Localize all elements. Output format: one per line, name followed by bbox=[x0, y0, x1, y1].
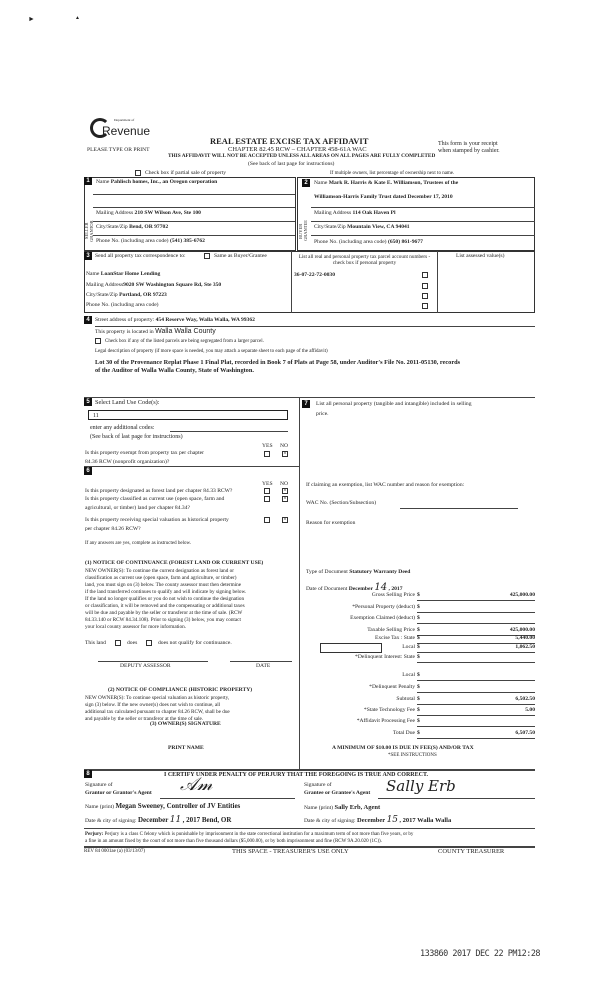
notice-line: NEW OWNER(S): To continue special valuation as historic property, bbox=[85, 695, 230, 701]
logo-name: Revenue bbox=[102, 124, 151, 138]
seller-city: City/State/Zip Bend, OR 97702 bbox=[96, 224, 169, 230]
does-label: does bbox=[127, 640, 138, 646]
buyer-phone: Phone No. (including area code) (650) 861-9677 bbox=[314, 239, 423, 245]
tax-corr-mailing: Mailing Address9020 SW Washington Square Rd, Ste 350 bbox=[86, 282, 222, 288]
minimum-note: A MINIMUM OF $10.00 IS DUE IN FEE(S) AND/OR TAX bbox=[332, 745, 474, 751]
forest-question: Is this property designated as forest land per chapter 84.33 RCW? bbox=[85, 488, 233, 494]
current-use-question: Is this property classified as current use (open space, farm and bbox=[85, 496, 225, 502]
tax-row bbox=[300, 719, 535, 727]
tax-row-label: Subtotal bbox=[396, 696, 415, 702]
personal-property-label: List all personal property (tangible and intangible) included in selling bbox=[316, 401, 472, 407]
date-label: DATE bbox=[256, 663, 271, 669]
tax-row bbox=[300, 731, 535, 739]
personal-property-label-2: price. bbox=[316, 411, 329, 417]
current-use-yes-checkbox[interactable] bbox=[264, 496, 270, 502]
notice-line: land, you must sign on (3) below. The county assessor must then determine bbox=[85, 582, 242, 588]
does-not-label: does not qualify for continuance. bbox=[158, 640, 232, 646]
section-number: 3 bbox=[84, 252, 92, 260]
currency-symbol: $ bbox=[417, 696, 420, 702]
tax-row bbox=[300, 605, 535, 613]
deputy-assessor-label: DEPUTY ASSESSOR bbox=[120, 663, 171, 669]
tax-row-label: *Affidavit Processing Fee bbox=[356, 718, 415, 724]
tax-row bbox=[300, 655, 535, 663]
grantee-signature: Sally Erb bbox=[386, 777, 456, 795]
see-back: (See back of last page for instructions) bbox=[248, 161, 335, 167]
forest-no-checkbox[interactable]: × bbox=[283, 488, 287, 494]
does-not-qualify-checkbox[interactable] bbox=[146, 640, 152, 646]
notice-line: classification as current use (open space, farm and agriculture, or timber) bbox=[85, 575, 237, 581]
grantee-sig-label: Signature of bbox=[304, 782, 332, 788]
exempt-yes-checkbox[interactable] bbox=[264, 451, 270, 457]
notice-line: your local county assessor for more information. bbox=[85, 624, 186, 630]
parcel-number: 36-07-22-72-0030 bbox=[294, 272, 336, 278]
assessed-header: List assessed value(s) bbox=[456, 253, 505, 259]
currency-symbol: $ bbox=[417, 635, 420, 641]
tax-row-value: 1,062.50 bbox=[515, 644, 535, 650]
land-use-code-input[interactable]: 11 bbox=[88, 410, 288, 420]
personal-property-checkbox[interactable] bbox=[422, 303, 428, 309]
seller-mailing: Mailing Address 210 SW Wilson Ave, Ste 100 bbox=[96, 210, 201, 216]
street-address: Street address of property: 454 Reserve Way, Walla Walla, WA 99362 bbox=[95, 317, 255, 323]
yes-header: YES bbox=[262, 481, 273, 487]
additional-codes-input[interactable] bbox=[170, 431, 288, 432]
dor-logo bbox=[90, 116, 152, 146]
form-title: REAL ESTATE EXCISE TAX AFFIDAVIT bbox=[210, 136, 369, 146]
buyer-name: Name Mark R. Harris & Kate E. Williamson, Trustees of the bbox=[314, 180, 459, 186]
forest-yes-checkbox[interactable] bbox=[264, 488, 270, 494]
notice-continuance-title: (1) NOTICE OF CONTINUANCE (FOREST LAND OR CURRENT USE) bbox=[85, 560, 264, 566]
section-number: 6 bbox=[84, 467, 92, 475]
treasurer-space-label: THIS SPACE - TREASURER'S USE ONLY bbox=[232, 848, 349, 855]
wac-label: WAC No. (Section/Subsection) bbox=[306, 500, 377, 506]
multiple-owners-note: If multiple owners, list percentage of ownership next to name. bbox=[330, 171, 455, 176]
buyer-side-label: BUYER GRANTEE bbox=[298, 220, 308, 242]
tax-row-label: *Delinquent Interest: State bbox=[355, 654, 415, 660]
please-type: PLEASE TYPE OR PRINT bbox=[87, 147, 150, 153]
wac-input[interactable] bbox=[400, 508, 518, 509]
tax-row-value: 425,000.00 bbox=[509, 592, 535, 598]
currency-symbol: $ bbox=[417, 672, 420, 678]
currency-symbol: $ bbox=[417, 654, 420, 660]
segregated-label: Check box if any of the listed parcels are being segregated from a larger parcel. bbox=[105, 339, 264, 344]
currency-symbol: $ bbox=[417, 718, 420, 724]
does-qualify-checkbox[interactable] bbox=[115, 640, 121, 646]
legal-description-2: of the Auditor of Walla Walla County, State of Washington. bbox=[95, 367, 254, 374]
grantee-date: Date & city of signing: December 15 , 2017 Walla Walla bbox=[304, 815, 452, 825]
tax-row-label: Exemption Claimed (deduct) bbox=[350, 615, 415, 621]
personal-property-checkbox[interactable] bbox=[422, 283, 428, 289]
notice-line: if the land transferred continues to qualify and will indicate by signing below. bbox=[85, 589, 247, 595]
tax-row-label: *Personal Property (deduct) bbox=[352, 604, 415, 610]
exempt-no-checkbox[interactable]: × bbox=[283, 451, 287, 457]
land-use-label: Select Land Use Code(s): bbox=[95, 399, 160, 406]
tax-row-label: Gross Selling Price bbox=[371, 592, 415, 598]
exempt-question: Is this property exempt from property tax per chapter bbox=[85, 450, 204, 456]
currency-symbol: $ bbox=[417, 707, 420, 713]
yes-header: YES bbox=[262, 443, 273, 449]
notice-compliance-title: (2) NOTICE OF COMPLIANCE (HISTORIC PROPERTY) bbox=[108, 687, 253, 693]
no-header: NO bbox=[280, 481, 289, 487]
local-code-box[interactable] bbox=[320, 643, 382, 653]
currency-symbol: $ bbox=[417, 627, 420, 633]
tax-corr-city: City/State/Zip Portland, OR 97223 bbox=[86, 292, 167, 298]
personal-property-checkbox[interactable] bbox=[422, 272, 428, 278]
current-use-question-2: agricultural, or timber) land per chapter 84.34? bbox=[85, 505, 190, 511]
same-as-buyer-checkbox[interactable] bbox=[204, 253, 210, 259]
segregated-checkbox[interactable] bbox=[95, 338, 101, 344]
chapter: CHAPTER 82.45 RCW – CHAPTER 458-61A WAC bbox=[228, 146, 367, 153]
tax-row-label: Total Due bbox=[392, 730, 415, 736]
no-header: NO bbox=[280, 443, 289, 449]
tax-row-label: Excise Tax : State bbox=[374, 635, 415, 641]
tax-row bbox=[300, 708, 535, 716]
grantee-sig-label-2: Grantee or Grantee's Agent bbox=[304, 790, 371, 796]
logo-dept: Department of bbox=[114, 118, 135, 122]
seller-phone: Phone No. (including area code) (541) 385-6762 bbox=[96, 238, 205, 244]
currency-symbol: $ bbox=[417, 684, 420, 690]
section-number: 1 bbox=[84, 177, 92, 185]
legal-description: Lot 30 of the Provenance Replat Phase 1 Final Plat, recorded in Book 7 of Plats at Page 58, under Auditor's File No. 2011-05130, records bbox=[95, 359, 461, 366]
form-revision: REV 84 0001ae (a) (03/13/07) bbox=[84, 849, 146, 854]
tax-row bbox=[300, 593, 535, 601]
perjury-note-2: a fine in an amount fixed by the court of not more than five thousand dollars ($5,000.00), or by both imprisonment and fine (RCW 9A.20.020 (1C)). bbox=[85, 839, 382, 844]
currency-symbol: $ bbox=[417, 615, 420, 621]
tax-row bbox=[300, 616, 535, 624]
notice-line: NEW OWNER(S): To continue the current designation as forest land or bbox=[85, 568, 234, 574]
tax-row-value: 6,502.50 bbox=[515, 696, 535, 702]
historic-question: Is this property receiving special valuation as historical property bbox=[85, 517, 229, 523]
buyer-mailing: Mailing Address 114 Oak Haven Pl bbox=[314, 210, 396, 216]
receipt-note: This form is your receipt bbox=[438, 141, 498, 147]
section-number: 4 bbox=[84, 316, 92, 324]
section-number: 5 bbox=[84, 398, 92, 406]
currency-symbol: $ bbox=[417, 604, 420, 610]
county-treasurer-label: COUNTY TREASURER bbox=[438, 848, 505, 855]
partial-sale-label: Check box if partial sale of property bbox=[145, 170, 227, 176]
tax-row bbox=[300, 685, 535, 693]
continuance-row: This land bbox=[85, 640, 106, 646]
grantor-sig-label-2: Grantor or Grantor's Agent bbox=[85, 790, 152, 796]
notice-compliance-text bbox=[85, 695, 230, 723]
historic-question-2: per chapter 84.26 RCW? bbox=[85, 526, 141, 532]
tax-row-label: Local bbox=[402, 644, 415, 650]
notice-line: will be due and payable by the seller or transferor at the time of sale. (RCW bbox=[85, 610, 243, 616]
scan-mark: ▲ bbox=[75, 16, 80, 21]
if-yes-note: If any answers are yes, complete as instructed below. bbox=[85, 541, 192, 546]
section-number: 8 bbox=[84, 770, 92, 778]
owner-signature-label: (3) OWNER(S) SIGNATURE bbox=[150, 721, 221, 727]
buyer-city: City/State/Zip Mountain View, CA 94041 bbox=[314, 224, 410, 230]
current-use-no-checkbox[interactable]: × bbox=[283, 496, 287, 502]
grantee-name: Name (print) Sally Erb, Agent bbox=[304, 804, 381, 811]
property-county: This property is located in Walla Walla County bbox=[95, 328, 216, 335]
personal-property-checkbox[interactable] bbox=[422, 293, 428, 299]
see-instructions-note: *SEE INSTRUCTIONS bbox=[388, 753, 437, 758]
seller-name: Name Pahlisch homes, Inc., an Oregon corporation bbox=[96, 179, 218, 185]
grantor-name: Name (print) Megan Sweeney, Controller of JV Entities bbox=[85, 802, 241, 810]
same-as-buyer-label: Same as Buyer/Grantee bbox=[214, 253, 267, 259]
tax-row-value: 425,000.00 bbox=[509, 627, 535, 633]
print-name-label: PRINT NAME bbox=[168, 745, 204, 751]
additional-codes-label: enter any additional codes: bbox=[90, 425, 155, 431]
document-date: Date of Document December 14 , 2017 bbox=[306, 582, 403, 593]
notice-continuance-text bbox=[85, 568, 246, 631]
tax-row-label: Taxable Selling Price bbox=[367, 627, 415, 633]
exemption-claim-label: If claiming an exemption, list WAC number and reason for exemption: bbox=[306, 482, 465, 488]
notice-line: 84.33.140 or RCW 84.34.108). Prior to signing (3) below, you may contact bbox=[85, 617, 241, 623]
tax-corr-name: Name LoanStar Home Lending bbox=[86, 271, 161, 277]
parcel-header: List all real and personal property tax parcel account numbers - check box if personal property bbox=[298, 254, 431, 267]
section-number: 7 bbox=[302, 400, 310, 408]
tax-corr-phone: Phone No. (including area code) bbox=[86, 302, 159, 308]
grantor-signature: 𝒜𝓂 bbox=[180, 774, 213, 795]
historic-yes-checkbox[interactable] bbox=[264, 517, 270, 523]
receipt-stamp: 133860 2017 DEC 22 PM12:28 bbox=[420, 949, 541, 959]
reason-label: Reason for exemption bbox=[306, 520, 356, 526]
notice-line: and payable by the seller or transferor at the time of sale. bbox=[85, 716, 204, 722]
tax-corr-label: Send all property tax correspondence to: bbox=[95, 253, 186, 259]
scan-mark: ► bbox=[28, 15, 35, 23]
tax-row-label: *State Technology Fee bbox=[363, 707, 415, 713]
tax-row-label: Local bbox=[402, 672, 415, 678]
tax-row-value: 6,507.50 bbox=[515, 730, 535, 736]
tax-row-label: *Delinquent Penalty bbox=[369, 684, 415, 690]
notice-line: additional tax calculated pursuant to chapter 84.26 RCW, shall be due bbox=[85, 709, 230, 715]
tax-row-value: 5.00 bbox=[525, 707, 535, 713]
legal-label: Legal description of property (if more space is needed, you may attach a separate sheet to each page of the affidavit) bbox=[95, 349, 328, 354]
seller-side-label: SELLER GRANTOR bbox=[84, 220, 94, 242]
notice-line: or classification, it will be removed and the compensating or additional taxes bbox=[85, 603, 245, 609]
exempt-question-2: 84.36 RCW (nonprofit organization)? bbox=[85, 459, 170, 465]
grantor-date: Date & city of signing: December 11 , 2017 Bend, OR bbox=[85, 815, 232, 825]
document-type: Type of Document Statutory Warranty Deed bbox=[306, 569, 411, 575]
tax-row bbox=[300, 697, 535, 705]
receipt-note: when stamped by cashier. bbox=[438, 148, 500, 154]
partial-sale-checkbox[interactable] bbox=[135, 170, 141, 176]
certify-statement: I CERTIFY UNDER PENALTY OF PERJURY THAT THE FOREGOING IS TRUE AND CORRECT. bbox=[164, 772, 429, 778]
tax-row bbox=[300, 673, 535, 681]
warning: THIS AFFIDAVIT WILL NOT BE ACCEPTED UNLESS ALL AREAS ON ALL PAGES ARE FULLY COMPLETED bbox=[168, 153, 436, 159]
buyer-name-2: Williamson-Harris Family Trust dated December 17, 2010 bbox=[314, 194, 453, 200]
section-number: 2 bbox=[302, 179, 310, 187]
historic-no-checkbox[interactable]: × bbox=[283, 517, 287, 523]
currency-symbol: $ bbox=[417, 644, 420, 650]
perjury-note: Perjury: Perjury is a class C felony which is punishable by imprisonment in the state correctional institution for a maximum term of not more than five years, or by bbox=[85, 832, 414, 837]
currency-symbol: $ bbox=[417, 592, 420, 598]
notice-line: sign (3) below. If the new owner(s) does not wish to continue, all bbox=[85, 702, 221, 708]
notice-line: If the land no longer qualifies or you do not wish to continue the designation bbox=[85, 596, 245, 602]
grantor-sig-label: Signature of bbox=[85, 782, 113, 788]
see-back-note: (See back of last page for instructions) bbox=[90, 434, 183, 440]
tax-row-value: 5,440.00 bbox=[515, 635, 535, 641]
currency-symbol: $ bbox=[417, 730, 420, 736]
